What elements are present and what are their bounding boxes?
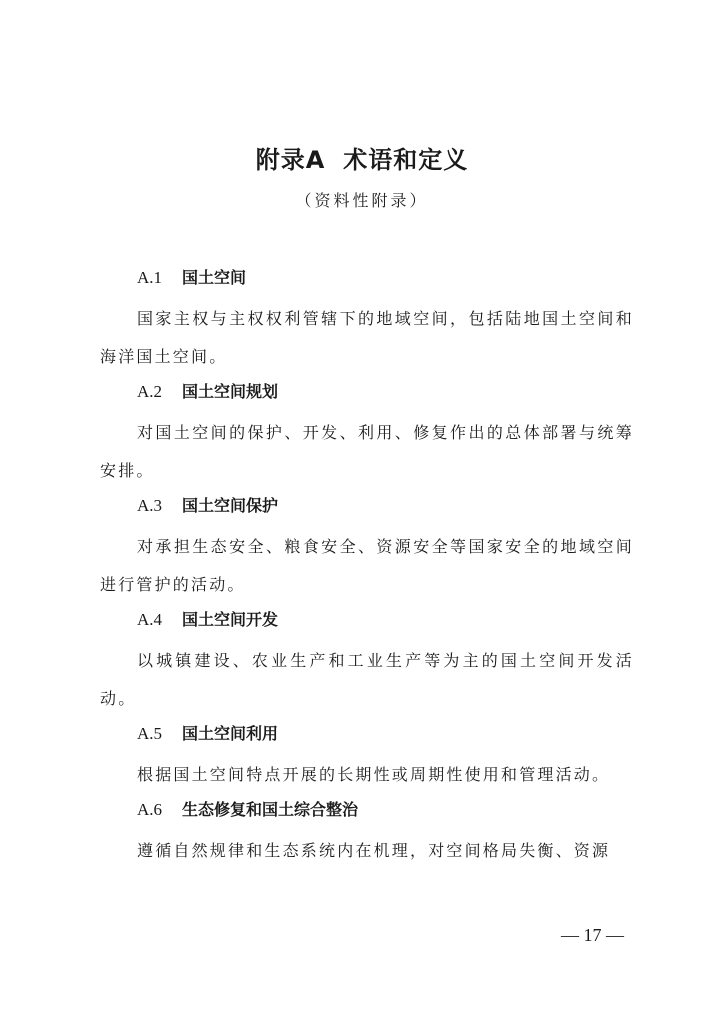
term-heading [137, 604, 724, 636]
term-definition: 国家主权与主权权利管辖下的地域空间，包括陆地国土空间和海洋国土空间。 [100, 309, 634, 366]
term-number: A.1 [137, 268, 163, 287]
term-heading [137, 718, 724, 750]
term-number: A.6 [137, 800, 163, 819]
term-definition: 根据国土空间特点开展的长期性或周期性使用和管理活动。 [137, 765, 611, 784]
appendix-subtitle: （资料性附录） [295, 191, 429, 210]
terms-list [0, 262, 724, 870]
term-definition: 遵循自然规律和生态系统内在机理，对空间格局失衡、资源 [137, 841, 611, 860]
appendix-title [0, 140, 724, 175]
page-number: — 17 — [561, 925, 624, 945]
term-name: 国土空间开发 [182, 610, 279, 629]
term-definition: 对国土空间的保护、开发、利用、修复作出的总体部署与统筹安排。 [100, 423, 634, 480]
term-heading [137, 376, 724, 408]
appendix-title-main: 术语和定义 [343, 146, 469, 174]
term-name: 国土空间利用 [182, 724, 279, 743]
term-definition: 以城镇建设、农业生产和工业生产等为主的国土空间开发活动。 [100, 651, 634, 708]
term-name: 国土空间保护 [182, 496, 279, 515]
term-definition: 对承担生态安全、粮食安全、资源安全等国家安全的地域空间进行管护的活动。 [100, 537, 634, 594]
term-number: A.4 [137, 610, 163, 629]
term-number: A.5 [137, 724, 163, 743]
term-name: 国土空间 [182, 268, 247, 287]
appendix-title-prefix: 附录A [255, 146, 326, 174]
term-heading [137, 794, 724, 826]
term-name: 国土空间规划 [182, 382, 279, 401]
term-number: A.2 [137, 382, 163, 401]
term-heading [137, 490, 724, 522]
term-number: A.3 [137, 496, 163, 515]
term-name: 生态修复和国土综合整治 [182, 800, 359, 819]
term-heading [137, 262, 724, 294]
